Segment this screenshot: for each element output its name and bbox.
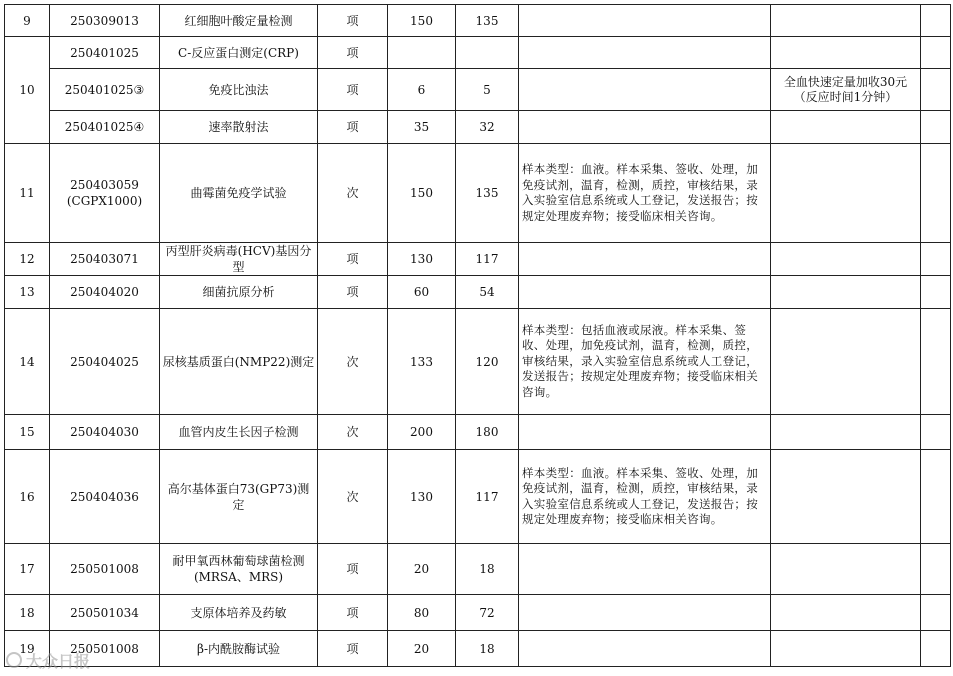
billing-unit: 项 xyxy=(318,631,388,667)
price-1: 150 xyxy=(388,5,456,37)
remark xyxy=(771,37,921,69)
price-1: 130 xyxy=(388,450,456,544)
price-1: 20 xyxy=(388,544,456,595)
remark xyxy=(771,144,921,243)
price-1 xyxy=(388,37,456,69)
price-2: 18 xyxy=(456,631,519,667)
empty-cell xyxy=(921,111,951,144)
item-name: 丙型肝炎病毒(HCV)基因分型 xyxy=(160,243,318,276)
billing-unit: 次 xyxy=(318,144,388,243)
table-row xyxy=(5,37,951,69)
item-description xyxy=(519,595,771,631)
price-2: 117 xyxy=(456,243,519,276)
billing-unit: 项 xyxy=(318,5,388,37)
remark xyxy=(771,544,921,595)
item-description xyxy=(519,544,771,595)
item-description xyxy=(519,5,771,37)
row-number: 13 xyxy=(5,276,50,309)
remark xyxy=(771,631,921,667)
empty-cell xyxy=(921,595,951,631)
empty-cell xyxy=(921,631,951,667)
billing-unit: 项 xyxy=(318,111,388,144)
empty-cell xyxy=(921,309,951,415)
row-number: 14 xyxy=(5,309,50,415)
row-number: 15 xyxy=(5,415,50,450)
item-code: 250401025 xyxy=(50,37,160,69)
price-1: 130 xyxy=(388,243,456,276)
item-name: 曲霉菌免疫学试验 xyxy=(160,144,318,243)
remark xyxy=(771,415,921,450)
table-row xyxy=(5,595,951,631)
item-code: 250403059 (CGPX1000) xyxy=(50,144,160,243)
table-row xyxy=(5,415,951,450)
row-number: 16 xyxy=(5,450,50,544)
empty-cell xyxy=(921,415,951,450)
item-description xyxy=(519,415,771,450)
table-row xyxy=(5,544,951,595)
item-name: 高尔基体蛋白73(GP73)测定 xyxy=(160,450,318,544)
row-number: 11 xyxy=(5,144,50,243)
billing-unit: 次 xyxy=(318,450,388,544)
remark xyxy=(771,111,921,144)
item-code: 250401025④ xyxy=(50,111,160,144)
price-2: 180 xyxy=(456,415,519,450)
item-code: 250309013 xyxy=(50,5,160,37)
price-2: 72 xyxy=(456,595,519,631)
item-name: 支原体培养及药敏 xyxy=(160,595,318,631)
table-row xyxy=(5,243,951,276)
remark xyxy=(771,309,921,415)
row-number: 17 xyxy=(5,544,50,595)
price-2: 135 xyxy=(456,144,519,243)
price-1: 60 xyxy=(388,276,456,309)
remark: 全血快速定量加收30元（反应时间1分钟） xyxy=(771,69,921,111)
item-code: 250501034 xyxy=(50,595,160,631)
watermark-text: 大众日报 xyxy=(26,651,91,671)
billing-unit: 项 xyxy=(318,544,388,595)
item-description xyxy=(519,631,771,667)
table-row xyxy=(5,5,951,37)
item-description xyxy=(519,37,771,69)
row-number: 12 xyxy=(5,243,50,276)
item-code: 250404030 xyxy=(50,415,160,450)
item-name: 尿核基质蛋白(NMP22)测定 xyxy=(160,309,318,415)
item-name: 免疫比浊法 xyxy=(160,69,318,111)
remark xyxy=(771,276,921,309)
price-2: 120 xyxy=(456,309,519,415)
billing-unit: 次 xyxy=(318,309,388,415)
item-name: 细菌抗原分析 xyxy=(160,276,318,309)
item-description: 样本类型：包括血液或尿液。样本采集、签收、处理，加免疫试剂，温育，检测，质控，审核结果，录入实验室信息系统或人工登记，发送报告；按规定处理废弃物；接受临床相关咨询。 xyxy=(519,309,771,415)
item-code: 250404020 xyxy=(50,276,160,309)
empty-cell xyxy=(921,243,951,276)
remark xyxy=(771,450,921,544)
price-1: 133 xyxy=(388,309,456,415)
item-code: 250401025③ xyxy=(50,69,160,111)
row-number: 9 xyxy=(5,5,50,37)
table-row xyxy=(5,144,951,243)
item-description xyxy=(519,276,771,309)
table-row xyxy=(5,111,951,144)
price-2 xyxy=(456,37,519,69)
table-row xyxy=(5,276,951,309)
pricing-table xyxy=(4,4,951,667)
billing-unit: 次 xyxy=(318,415,388,450)
table-row xyxy=(5,69,951,111)
remark xyxy=(771,595,921,631)
item-description xyxy=(519,69,771,111)
table-row xyxy=(5,450,951,544)
billing-unit: 项 xyxy=(318,243,388,276)
empty-cell xyxy=(921,450,951,544)
item-code: 250501008 xyxy=(50,544,160,595)
item-description xyxy=(519,243,771,276)
item-name: 速率散射法 xyxy=(160,111,318,144)
price-2: 117 xyxy=(456,450,519,544)
item-name: 耐甲氧西林葡萄球菌检测(MRSA、MRS) xyxy=(160,544,318,595)
item-code: 250403071 xyxy=(50,243,160,276)
price-2: 18 xyxy=(456,544,519,595)
item-name: 血管内皮生长因子检测 xyxy=(160,415,318,450)
item-code: 250404036 xyxy=(50,450,160,544)
price-2: 5 xyxy=(456,69,519,111)
item-code: 250501008 xyxy=(50,631,160,667)
table-row xyxy=(5,631,951,667)
remark xyxy=(771,243,921,276)
item-description xyxy=(519,111,771,144)
price-2: 135 xyxy=(456,5,519,37)
empty-cell xyxy=(921,5,951,37)
row-number: 19 xyxy=(5,631,50,667)
empty-cell xyxy=(921,69,951,111)
item-code: 250404025 xyxy=(50,309,160,415)
billing-unit: 项 xyxy=(318,276,388,309)
price-1: 20 xyxy=(388,631,456,667)
row-number: 18 xyxy=(5,595,50,631)
price-1: 35 xyxy=(388,111,456,144)
price-1: 150 xyxy=(388,144,456,243)
price-2: 32 xyxy=(456,111,519,144)
empty-cell xyxy=(921,144,951,243)
billing-unit: 项 xyxy=(318,37,388,69)
price-1: 200 xyxy=(388,415,456,450)
billing-unit: 项 xyxy=(318,69,388,111)
price-1: 6 xyxy=(388,69,456,111)
table-row xyxy=(5,309,951,415)
billing-unit: 项 xyxy=(318,595,388,631)
empty-cell xyxy=(921,544,951,595)
empty-cell xyxy=(921,276,951,309)
item-name: C-反应蛋白测定(CRP) xyxy=(160,37,318,69)
item-description: 样本类型：血液。样本采集、签收、处理，加免疫试剂，温育，检测，质控，审核结果，录入实验室信息系统或人工登记，发送报告；按规定处理废弃物；接受临床相关咨询。 xyxy=(519,144,771,243)
item-description: 样本类型：血液。样本采集、签收、处理，加免疫试剂，温育，检测，质控，审核结果，录入实验室信息系统或人工登记，发送报告；按规定处理废弃物；接受临床相关咨询。 xyxy=(519,450,771,544)
row-number: 10 xyxy=(5,37,50,144)
price-2: 54 xyxy=(456,276,519,309)
price-1: 80 xyxy=(388,595,456,631)
empty-cell xyxy=(921,37,951,69)
item-name: β-内酰胺酶试验 xyxy=(160,631,318,667)
item-name: 红细胞叶酸定量检测 xyxy=(160,5,318,37)
remark xyxy=(771,5,921,37)
